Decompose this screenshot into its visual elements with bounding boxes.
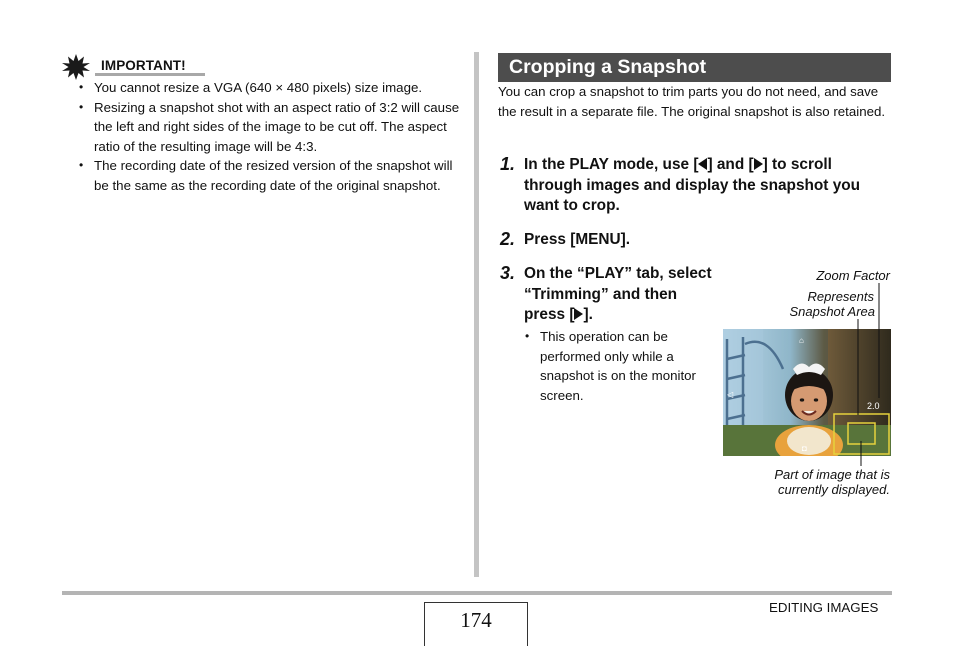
chapter-title: EDITING IMAGES [769, 600, 879, 615]
important-item: • You cannot resize a VGA (640 × 480 pixels) size image. [79, 78, 464, 98]
important-item: • The recording date of the resized version of the snapshot will be the same as the recording date of the original snapshot. [79, 156, 464, 195]
important-item: • Resizing a snapshot shot with an aspect ratio of 3:2 will cause the left and right sides of the image to be cut off. The aspect ratio of the resulting image will be 4:3. [79, 98, 464, 157]
zoom-value: 2.0 [867, 401, 880, 411]
important-underline [95, 73, 205, 76]
step-2-number: 2. [500, 229, 516, 249]
right-arrow-icon [754, 158, 763, 170]
zoom-factor-label: Zoom Factor [816, 268, 890, 283]
important-heading: IMPORTANT! [101, 58, 186, 73]
step-3-note-item: • This operation can be performed only while a snapshot is on the monitor screen. [525, 327, 710, 405]
svg-text:◁: ◁ [727, 390, 734, 399]
page-number: 174 [460, 608, 492, 632]
camera-screen-photo [723, 329, 891, 456]
displayed-part-label-line1: Part of image that is [774, 467, 890, 482]
step-2-text: Press [MENU]. [524, 231, 631, 248]
snapshot-area-label-line2: Snapshot Area [789, 304, 875, 319]
section-intro: You can crop a snapshot to trim parts you do not need, and save the result in a separate file. The original snapshot is also retained. [498, 84, 886, 119]
important-list [79, 78, 464, 196]
step-3-note [525, 327, 710, 405]
step-1-text: In the PLAY mode, use [ ] and [ ] to scroll through images and display the snapshot you want to crop. [524, 156, 861, 215]
step-3-text: On the “PLAY” tab, select “Trimming” and then press [ ]. [524, 265, 712, 324]
displayed-part-label-line2: currently displayed. [778, 482, 890, 497]
important-burst-icon [62, 54, 90, 80]
snapshot-area-label-line1: Represents [807, 289, 874, 304]
svg-text:⌂: ⌂ [799, 336, 804, 345]
column-divider [474, 52, 479, 577]
svg-text:◘: ◘ [802, 444, 807, 453]
step-3-number: 3. [500, 263, 516, 283]
step-1-number: 1. [500, 154, 516, 174]
section-title: Cropping a Snapshot [509, 56, 707, 78]
footer-rule [62, 591, 892, 595]
